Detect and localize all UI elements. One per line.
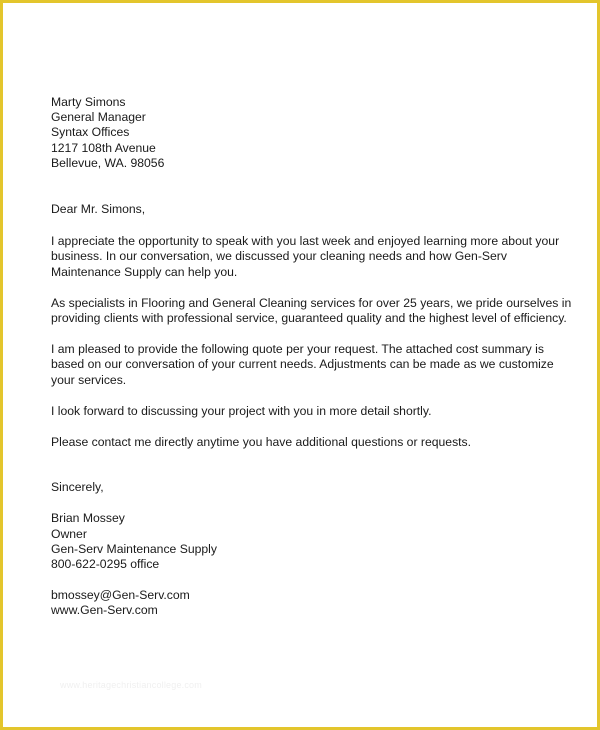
- paragraph-line: I appreciate the opportunity to speak with you last week and enjoyed learning more about your: [51, 234, 560, 249]
- paragraph-line: business. In our conversation, we discussed your cleaning needs and how Gen-Serv: [51, 249, 507, 264]
- signer-phone: 800-622-0295 office: [51, 557, 160, 572]
- paragraph-2: [51, 295, 572, 326]
- paragraph-5: [51, 435, 561, 450]
- paragraph-1: [51, 234, 561, 280]
- watermark-text: www.heritagechristiancollege.com: [60, 680, 202, 690]
- paragraph-4: [51, 404, 561, 419]
- signature-block: [51, 511, 561, 572]
- salutation: [51, 202, 561, 217]
- recipient-title: General Manager: [51, 110, 146, 125]
- closing: [51, 480, 561, 495]
- paragraph-line: Maintenance Supply can help you.: [51, 264, 238, 279]
- signer-company: Gen-Serv Maintenance Supply: [51, 541, 217, 556]
- recipient-address: [51, 95, 561, 171]
- paragraph-line: Please contact me directly anytime you have additional questions or requests.: [51, 435, 472, 450]
- paragraph-line: I am pleased to provide the following quote per your request. The attached cost summary is: [51, 342, 544, 357]
- signer-name: Brian Mossey: [51, 511, 125, 526]
- paragraph-line: As specialists in Flooring and General Cleaning services for over 25 years, we pride ourselves in: [51, 295, 572, 310]
- recipient-street: 1217 108th Avenue: [51, 140, 156, 155]
- recipient-name: Marty Simons: [51, 95, 126, 109]
- recipient-city: Bellevue, WA. 98056: [51, 155, 165, 170]
- paragraph-line: providing clients with professional service, guaranteed quality and the highest level of efficiency.: [51, 311, 567, 326]
- signer-website: www.Gen-Serv.com: [51, 603, 158, 618]
- paragraph-line: your services.: [51, 372, 127, 387]
- paragraph-line: based on our conversation of your current needs. Adjustments can be made as we customize: [51, 357, 554, 372]
- paragraph-line: I look forward to discussing your project with you in more detail shortly.: [51, 403, 432, 418]
- salutation-text: Dear Mr. Simons,: [51, 202, 146, 217]
- recipient-company: Syntax Offices: [51, 125, 130, 140]
- closing-text: Sincerely,: [51, 480, 104, 495]
- contact-block: [51, 588, 561, 618]
- paragraph-3: [51, 342, 561, 388]
- signer-title: Owner: [51, 526, 87, 541]
- signer-email: bmossey@Gen-Serv.com: [51, 588, 190, 603]
- letter-body: [51, 95, 572, 619]
